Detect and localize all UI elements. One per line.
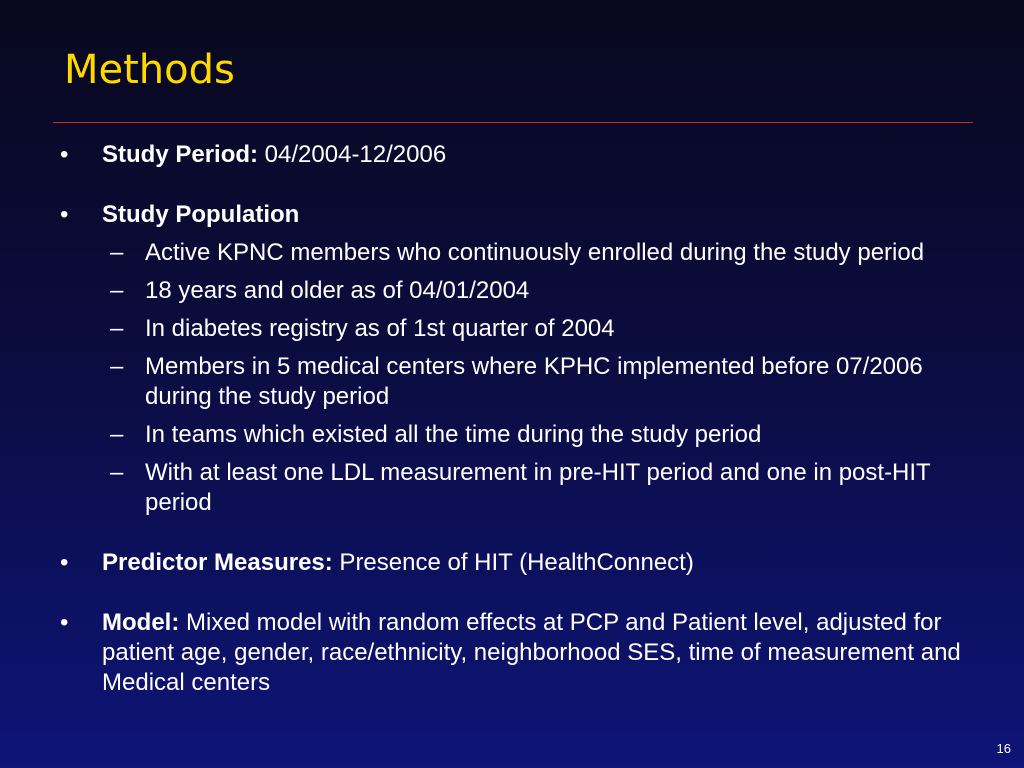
- bullet-text: [102, 548, 978, 578]
- sub-bullet-text: 18 years and older as of 04/01/2004: [145, 277, 530, 304]
- sub-bullet: [110, 314, 978, 344]
- bullet-model: [58, 608, 978, 698]
- sub-bullet-text: In diabetes registry as of 1st quarter of 2004: [145, 315, 615, 342]
- slide-content: [58, 140, 978, 698]
- bullet-study-population: [58, 200, 978, 230]
- sub-bullet: [110, 420, 978, 450]
- bullet-body: Presence of HIT (HealthConnect): [332, 549, 694, 576]
- sub-bullet: [110, 352, 978, 412]
- sub-bullet-marker: –: [110, 315, 124, 342]
- bullet-text: [102, 608, 978, 698]
- bullet-body: Mixed model with random effects at PCP and Patient level, adjusted for patient age, gender, race/ethnicity, neighborhood SES, time of measurement and Medical centers: [102, 609, 961, 696]
- page-number: 16: [996, 741, 1011, 756]
- bullet-body: 04/2004-12/2006: [258, 141, 447, 168]
- sub-bullet-text: In teams which existed all the time during the study period: [145, 421, 762, 448]
- bullet-label: Predictor Measures:: [102, 549, 333, 576]
- bullet-label: Study Period:: [102, 141, 259, 168]
- title-divider: [53, 122, 973, 123]
- bullet-text: [102, 200, 978, 230]
- bullet-predictor-measures: [58, 548, 978, 578]
- bullet-label: Model:: [102, 609, 180, 636]
- slide-title: Methods: [64, 47, 235, 93]
- sub-bullet: [110, 458, 978, 518]
- bullet-marker: •: [60, 609, 69, 636]
- bullet-text: [102, 140, 978, 170]
- sub-bullet: [110, 238, 978, 268]
- sub-bullet: [110, 276, 978, 306]
- sub-bullet-marker: –: [110, 353, 124, 380]
- sub-bullet-list: [58, 238, 978, 518]
- sub-bullet-text: With at least one LDL measurement in pre-HIT period and one in post-HIT period: [145, 459, 931, 516]
- sub-bullet-marker: –: [110, 421, 124, 448]
- sub-bullet-marker: –: [110, 239, 124, 266]
- bullet-study-period: [58, 140, 978, 170]
- sub-bullet-text: Active KPNC members who continuously enrolled during the study period: [145, 239, 925, 266]
- bullet-marker: •: [60, 141, 69, 168]
- bullet-marker: •: [60, 201, 69, 228]
- sub-bullet-marker: –: [110, 459, 124, 486]
- sub-bullet-marker: –: [110, 277, 124, 304]
- sub-bullet-text: Members in 5 medical centers where KPHC implemented before 07/2006 during the study period: [145, 353, 923, 410]
- bullet-label: Study Population: [102, 201, 300, 228]
- bullet-marker: •: [60, 549, 69, 576]
